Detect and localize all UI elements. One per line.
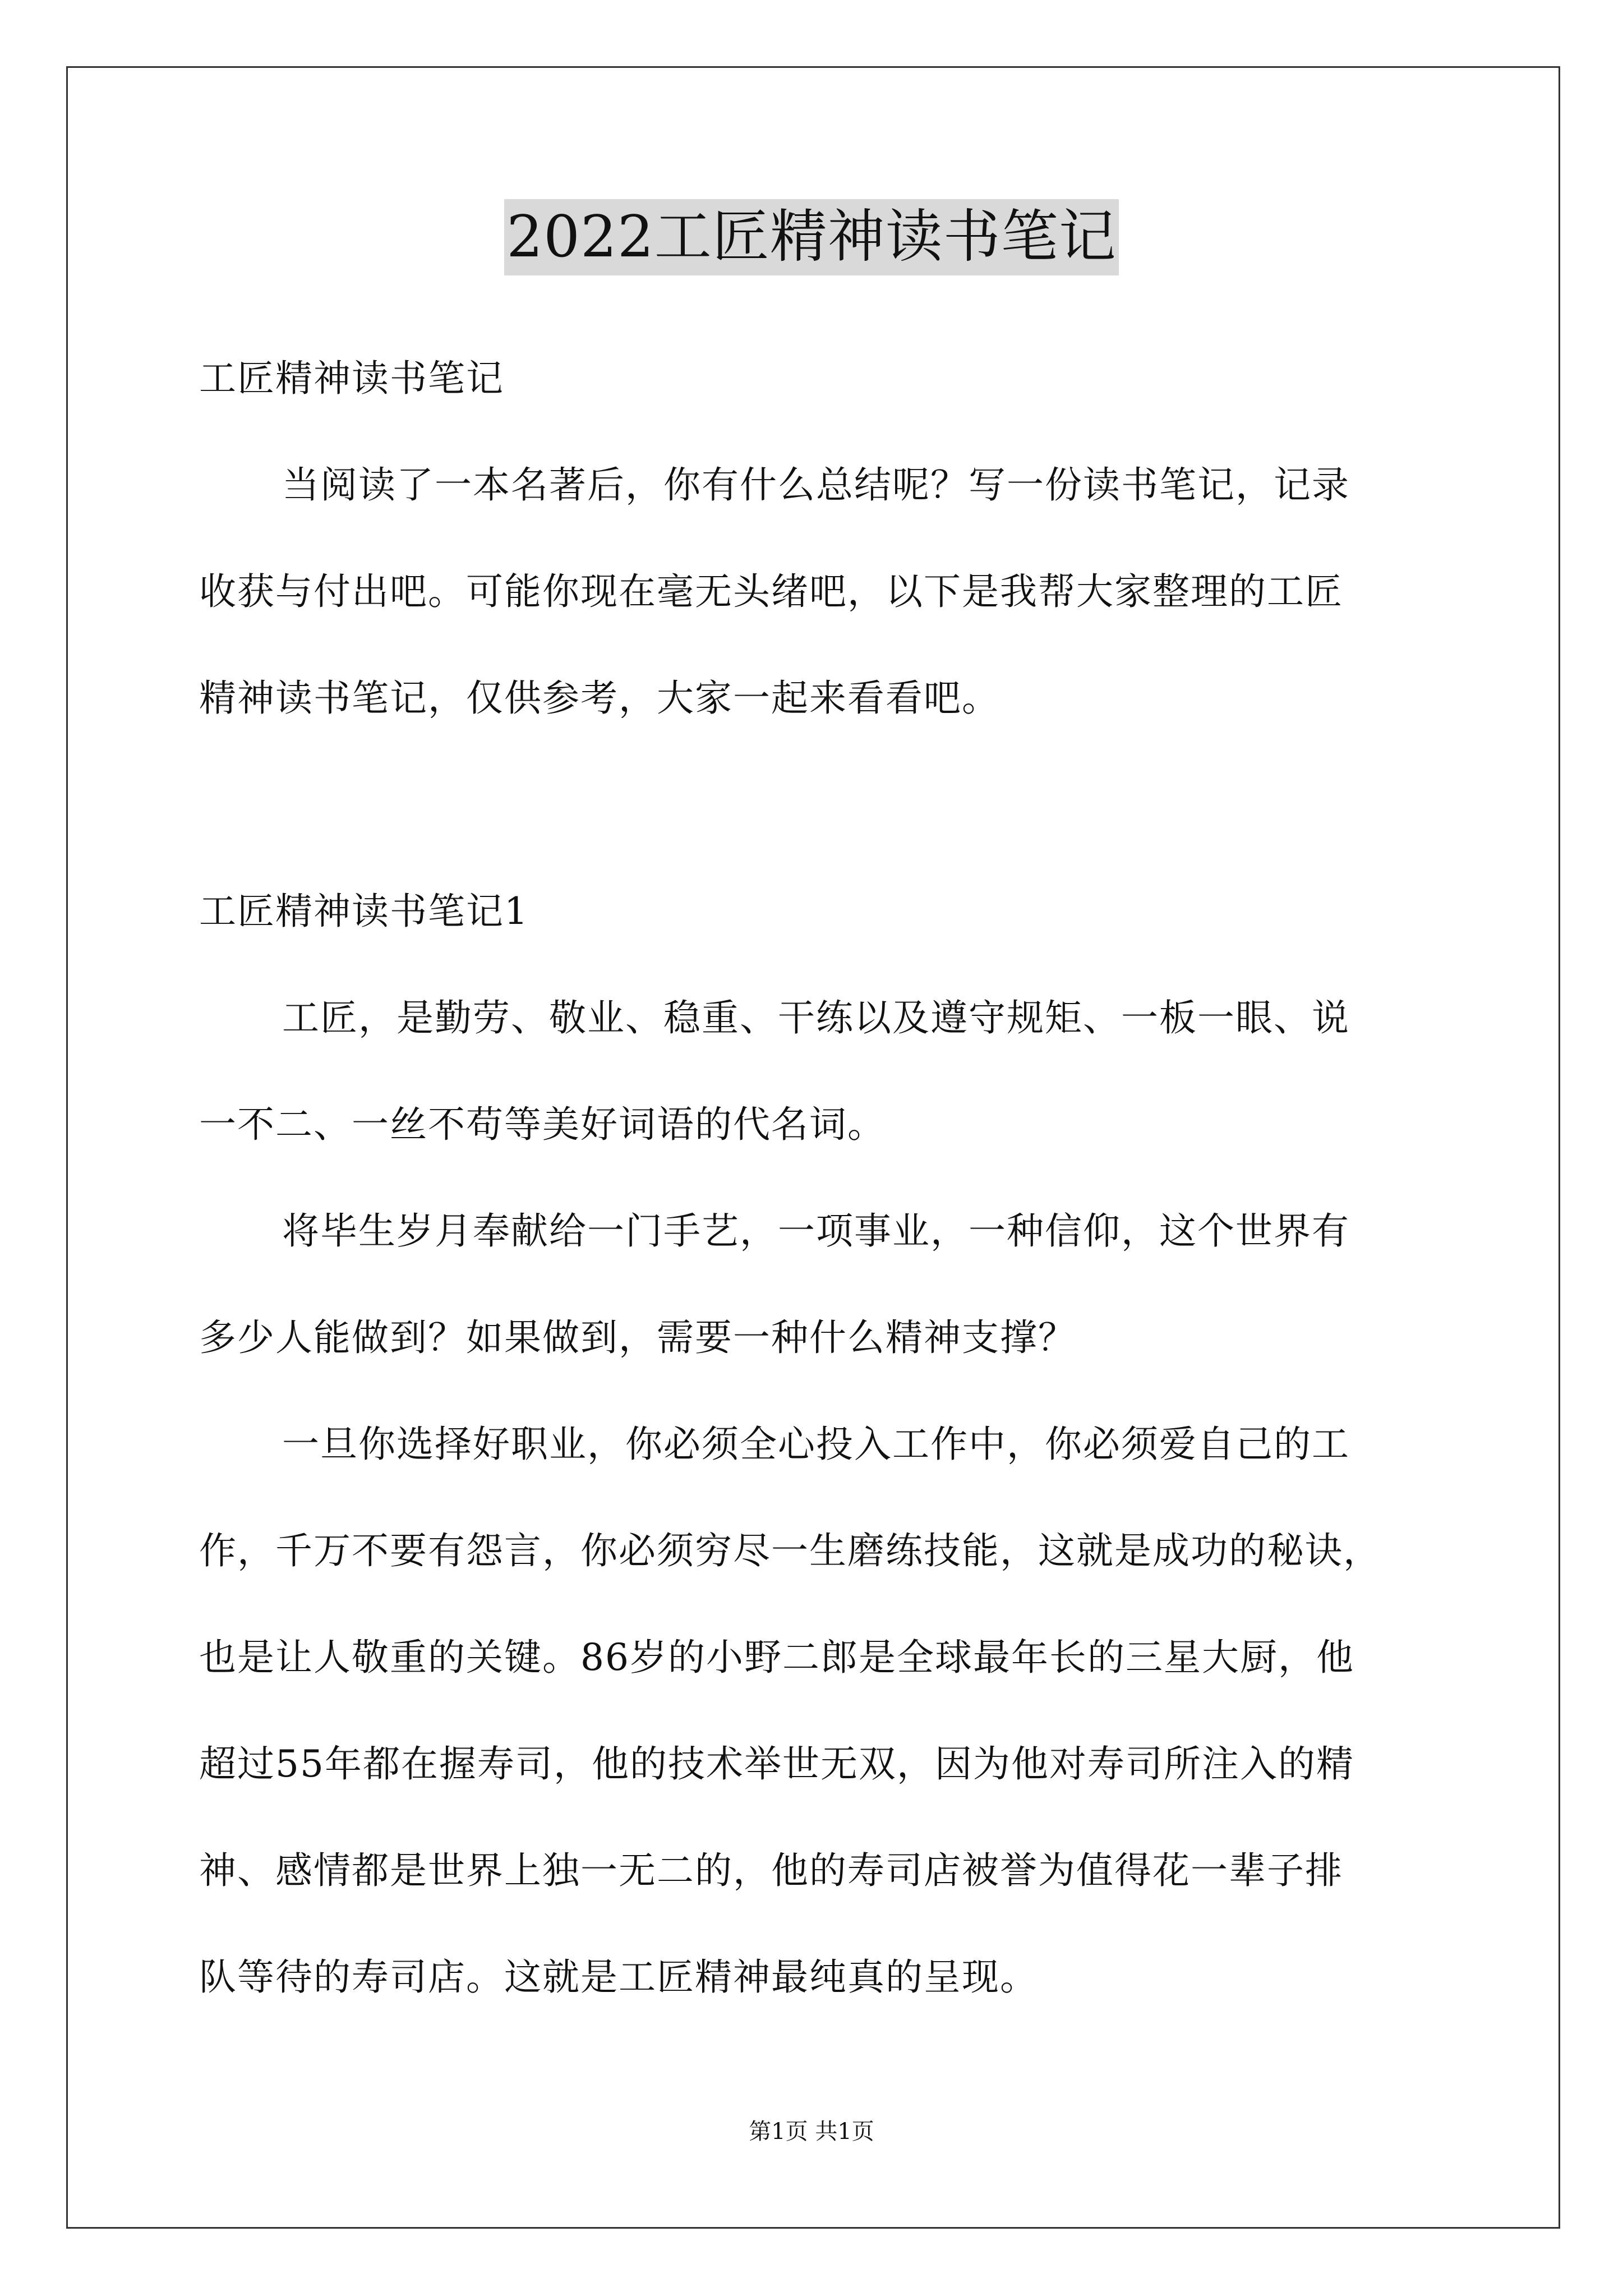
paragraph3-line-4: 超过55年都在握寿司，他的技术举世无双，因为他对寿司所注入的精 (199, 1742, 1354, 1786)
paragraph2-line-1: 将毕生岁月奉献给一门手艺，一项事业，一种信仰，这个世界有 (282, 1209, 1350, 1253)
section-heading: 工匠精神读书笔记1 (199, 890, 529, 933)
title-container (0, 199, 1623, 275)
paragraph3-line-3: 也是让人敬重的关键。86岁的小野二郎是全球最年长的三星大厨，他 (199, 1636, 1354, 1679)
subtitle: 工匠精神读书笔记 (199, 357, 504, 400)
page-footer: 第1页 共1页 (749, 2119, 874, 2145)
intro-line-1: 当阅读了一本名著后，你有什么总结呢？写一份读书笔记，记录 (282, 463, 1350, 507)
paragraph1-line-1: 工匠，是勤劳、敬业、稳重、干练以及遵守规矩、一板一眼、说 (282, 996, 1350, 1039)
paragraph3-line-5: 神、感情都是世界上独一无二的，他的寿司店被誉为值得花一辈子排 (199, 1849, 1343, 1892)
document-title: 2022工匠精神读书笔记 (504, 199, 1119, 275)
paragraph3-line-2: 作，千万不要有怨言，你必须穷尽一生磨练技能，这就是成功的秘诀， (199, 1529, 1381, 1572)
paragraph3-line-6: 队等待的寿司店。这就是工匠精神最纯真的呈现。 (199, 1955, 1038, 1999)
paragraph1-line-2: 一不二、一丝不苟等美好词语的代名词。 (199, 1103, 886, 1146)
paragraph3-line-1: 一旦你选择好职业，你必须全心投入工作中，你必须爱自己的工 (282, 1423, 1350, 1466)
paragraph2-line-2: 多少人能做到？如果做到，需要一种什么精神支撑？ (199, 1316, 1076, 1359)
intro-line-3: 精神读书笔记，仅供参考，大家一起来看看吧。 (199, 677, 1000, 720)
intro-line-2: 收获与付出吧。可能你现在毫无头绪吧，以下是我帮大家整理的工匠 (199, 570, 1343, 613)
